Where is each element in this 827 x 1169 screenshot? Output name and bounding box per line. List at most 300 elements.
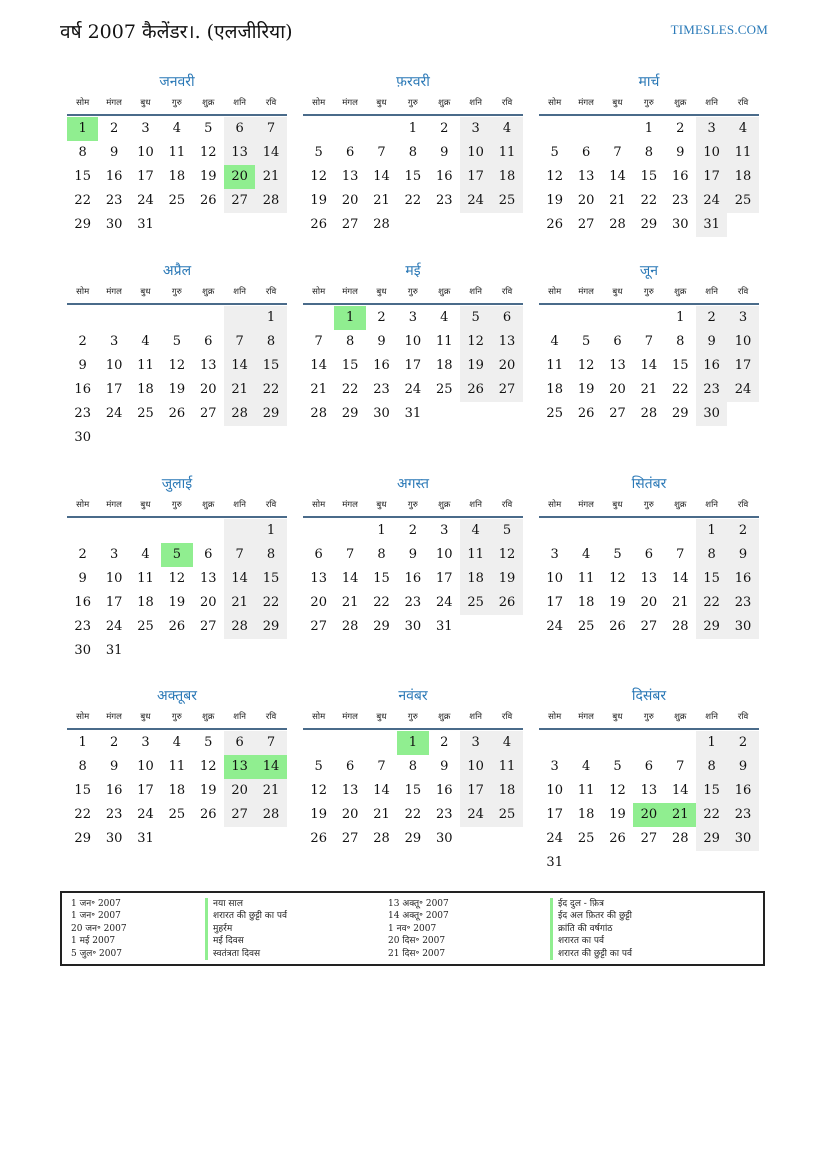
day-cell[interactable]: 31: [137, 217, 154, 232]
day-cell[interactable]: 20: [224, 165, 255, 189]
day-cell[interactable]: 23: [373, 382, 390, 397]
day-cell[interactable]: 25: [168, 193, 186, 208]
day-cell[interactable]: 17: [137, 783, 154, 798]
day-cell[interactable]: 4: [491, 117, 522, 141]
day-cell[interactable]: 10: [460, 141, 491, 165]
day-cell[interactable]: 2: [78, 334, 87, 349]
day-cell[interactable]: 1: [255, 519, 286, 543]
day-cell[interactable]: 7: [644, 334, 653, 349]
day-cell[interactable]: 4: [581, 759, 591, 774]
day-cell[interactable]: 21: [224, 591, 255, 615]
day-cell[interactable]: 5: [581, 334, 591, 349]
day-cell[interactable]: 29: [696, 827, 727, 851]
day-cell[interactable]: 3: [460, 117, 491, 141]
day-cell[interactable]: 22: [640, 193, 658, 208]
day-cell[interactable]: 28: [671, 619, 689, 634]
day-cell[interactable]: 20: [341, 807, 359, 822]
day-cell[interactable]: 9: [676, 145, 685, 160]
day-cell[interactable]: 22: [373, 595, 390, 610]
day-cell[interactable]: 11: [727, 141, 758, 165]
day-cell[interactable]: 12: [546, 169, 563, 184]
day-cell[interactable]: 28: [671, 831, 689, 846]
day-cell[interactable]: 4: [550, 334, 559, 349]
day-cell[interactable]: 8: [255, 543, 286, 567]
day-cell[interactable]: 13: [310, 571, 327, 586]
day-cell[interactable]: 19: [491, 567, 522, 591]
day-cell[interactable]: 16: [696, 354, 727, 378]
day-cell[interactable]: 27: [199, 406, 217, 421]
day-cell[interactable]: 16: [435, 783, 453, 798]
day-cell[interactable]: 26: [199, 807, 217, 822]
day-cell[interactable]: 7: [224, 543, 255, 567]
day-cell[interactable]: 12: [168, 571, 186, 586]
day-cell[interactable]: 22: [341, 382, 359, 397]
day-cell[interactable]: 5: [491, 519, 522, 543]
day-cell[interactable]: 27: [609, 406, 626, 421]
day-cell[interactable]: 7: [676, 547, 685, 562]
day-cell[interactable]: 14: [373, 169, 390, 184]
day-cell[interactable]: 10: [105, 358, 123, 373]
day-cell[interactable]: 17: [137, 169, 154, 184]
day-cell[interactable]: 19: [199, 169, 217, 184]
day-cell[interactable]: 18: [168, 783, 186, 798]
day-cell[interactable]: 28: [373, 831, 390, 846]
day-cell[interactable]: 12: [310, 783, 327, 798]
day-cell[interactable]: 6: [204, 547, 213, 562]
day-cell[interactable]: 26: [168, 619, 186, 634]
day-cell[interactable]: 30: [727, 827, 758, 851]
day-cell[interactable]: 3: [460, 731, 491, 755]
day-cell[interactable]: 31: [137, 831, 154, 846]
day-cell[interactable]: 26: [168, 406, 186, 421]
day-cell[interactable]: 8: [345, 334, 355, 349]
day-cell[interactable]: 13: [577, 169, 595, 184]
day-cell[interactable]: 3: [109, 547, 119, 562]
day-cell[interactable]: 21: [609, 193, 626, 208]
day-cell[interactable]: 7: [224, 330, 255, 354]
day-cell[interactable]: 12: [577, 358, 595, 373]
day-cell[interactable]: 26: [310, 217, 327, 232]
day-cell[interactable]: 15: [696, 567, 727, 591]
day-cell[interactable]: 18: [137, 595, 154, 610]
day-cell[interactable]: 4: [581, 547, 591, 562]
day-cell[interactable]: 22: [74, 807, 91, 822]
day-cell[interactable]: 10: [137, 759, 154, 774]
day-cell[interactable]: 16: [105, 783, 123, 798]
day-cell[interactable]: 19: [609, 807, 626, 822]
day-cell[interactable]: 24: [137, 193, 154, 208]
day-cell[interactable]: 1: [644, 121, 653, 136]
day-cell[interactable]: 1: [334, 306, 365, 330]
day-cell[interactable]: 11: [435, 334, 453, 349]
day-cell[interactable]: 25: [168, 807, 186, 822]
day-cell[interactable]: 1: [377, 523, 386, 538]
day-cell[interactable]: 31: [105, 643, 123, 658]
day-cell[interactable]: 2: [727, 731, 758, 755]
day-cell[interactable]: 13: [199, 358, 217, 373]
day-cell[interactable]: 4: [141, 547, 150, 562]
day-cell[interactable]: 14: [671, 571, 689, 586]
day-cell[interactable]: 27: [640, 619, 658, 634]
day-cell[interactable]: 25: [137, 406, 154, 421]
day-cell[interactable]: 29: [74, 831, 91, 846]
day-cell[interactable]: 6: [345, 145, 355, 160]
day-cell[interactable]: 2: [109, 735, 119, 750]
day-cell[interactable]: 5: [314, 759, 323, 774]
day-cell[interactable]: 16: [671, 169, 689, 184]
day-cell[interactable]: 2: [696, 306, 727, 330]
day-cell[interactable]: 22: [255, 378, 286, 402]
day-cell[interactable]: 20: [224, 779, 255, 803]
day-cell[interactable]: 2: [109, 121, 119, 136]
day-cell[interactable]: 11: [491, 141, 522, 165]
day-cell[interactable]: 14: [373, 783, 390, 798]
day-cell[interactable]: 5: [613, 759, 622, 774]
day-cell[interactable]: 27: [341, 831, 359, 846]
day-cell[interactable]: 9: [696, 330, 727, 354]
day-cell[interactable]: 11: [546, 358, 563, 373]
day-cell[interactable]: 10: [460, 755, 491, 779]
day-cell[interactable]: 18: [491, 165, 522, 189]
day-cell[interactable]: 17: [546, 595, 563, 610]
day-cell[interactable]: 2: [676, 121, 685, 136]
day-cell[interactable]: 21: [373, 193, 390, 208]
day-cell[interactable]: 30: [404, 619, 422, 634]
day-cell[interactable]: 18: [577, 807, 595, 822]
day-cell[interactable]: 31: [404, 406, 422, 421]
day-cell[interactable]: 30: [435, 831, 453, 846]
day-cell[interactable]: 13: [491, 330, 522, 354]
day-cell[interactable]: 14: [609, 169, 626, 184]
day-cell[interactable]: 15: [696, 779, 727, 803]
day-cell[interactable]: 6: [224, 731, 255, 755]
day-cell[interactable]: 24: [105, 406, 123, 421]
day-cell[interactable]: 19: [546, 193, 563, 208]
day-cell[interactable]: 26: [491, 591, 522, 615]
day-cell[interactable]: 24: [460, 189, 491, 213]
day-cell[interactable]: 17: [105, 595, 123, 610]
day-cell[interactable]: 27: [640, 831, 658, 846]
day-cell[interactable]: 26: [460, 378, 491, 402]
day-cell[interactable]: 12: [168, 358, 186, 373]
day-cell[interactable]: 24: [105, 619, 123, 634]
day-cell[interactable]: 20: [491, 354, 522, 378]
day-cell[interactable]: 14: [341, 571, 359, 586]
day-cell[interactable]: 19: [310, 807, 327, 822]
day-cell[interactable]: 30: [671, 217, 689, 232]
day-cell[interactable]: 4: [172, 121, 181, 136]
day-cell[interactable]: 16: [727, 567, 758, 591]
day-cell[interactable]: 5: [204, 735, 213, 750]
day-cell[interactable]: 30: [74, 430, 91, 445]
day-cell[interactable]: 21: [255, 779, 286, 803]
day-cell[interactable]: 12: [609, 571, 626, 586]
day-cell[interactable]: 26: [609, 619, 626, 634]
day-cell[interactable]: 3: [141, 735, 150, 750]
day-cell[interactable]: 6: [613, 334, 622, 349]
day-cell[interactable]: 29: [341, 406, 359, 421]
day-cell[interactable]: 6: [204, 334, 213, 349]
day-cell[interactable]: 6: [491, 306, 522, 330]
day-cell[interactable]: 20: [199, 382, 217, 397]
day-cell[interactable]: 12: [491, 543, 522, 567]
day-cell[interactable]: 14: [671, 783, 689, 798]
day-cell[interactable]: 10: [696, 141, 727, 165]
day-cell[interactable]: 25: [577, 831, 595, 846]
day-cell[interactable]: 1: [408, 121, 417, 136]
day-cell[interactable]: 19: [310, 193, 327, 208]
day-cell[interactable]: 18: [137, 382, 154, 397]
day-cell[interactable]: 23: [435, 193, 453, 208]
day-cell[interactable]: 7: [255, 731, 286, 755]
day-cell[interactable]: 9: [377, 334, 386, 349]
day-cell[interactable]: 21: [310, 382, 327, 397]
day-cell[interactable]: 7: [377, 145, 386, 160]
day-cell[interactable]: 23: [105, 193, 123, 208]
day-cell[interactable]: 14: [224, 354, 255, 378]
day-cell[interactable]: 11: [577, 783, 595, 798]
day-cell[interactable]: 20: [341, 193, 359, 208]
day-cell[interactable]: 24: [435, 595, 453, 610]
day-cell[interactable]: 29: [255, 402, 286, 426]
day-cell[interactable]: 9: [440, 759, 449, 774]
day-cell[interactable]: 27: [224, 189, 255, 213]
day-cell[interactable]: 24: [404, 382, 422, 397]
day-cell[interactable]: 15: [671, 358, 689, 373]
day-cell[interactable]: 17: [460, 165, 491, 189]
day-cell[interactable]: 27: [224, 803, 255, 827]
day-cell[interactable]: 29: [696, 615, 727, 639]
day-cell[interactable]: 16: [105, 169, 123, 184]
day-cell[interactable]: 28: [255, 189, 286, 213]
day-cell[interactable]: 10: [435, 547, 453, 562]
day-cell[interactable]: 28: [224, 615, 255, 639]
day-cell[interactable]: 2: [727, 519, 758, 543]
day-cell[interactable]: 2: [78, 547, 87, 562]
day-cell[interactable]: 8: [377, 547, 386, 562]
day-cell[interactable]: 23: [74, 406, 91, 421]
day-cell[interactable]: 25: [435, 382, 453, 397]
day-cell[interactable]: 26: [577, 406, 595, 421]
day-cell[interactable]: 27: [310, 619, 327, 634]
day-cell[interactable]: 13: [640, 783, 658, 798]
day-cell[interactable]: 28: [310, 406, 327, 421]
day-cell[interactable]: 2: [408, 523, 417, 538]
day-cell[interactable]: 3: [440, 523, 449, 538]
day-cell[interactable]: 3: [550, 759, 559, 774]
day-cell[interactable]: 14: [255, 141, 286, 165]
day-cell[interactable]: 19: [577, 382, 595, 397]
day-cell[interactable]: 5: [314, 145, 323, 160]
day-cell[interactable]: 3: [696, 117, 727, 141]
day-cell[interactable]: 10: [105, 571, 123, 586]
day-cell[interactable]: 17: [404, 358, 422, 373]
day-cell[interactable]: 1: [696, 731, 727, 755]
day-cell[interactable]: 16: [74, 595, 91, 610]
day-cell[interactable]: 6: [581, 145, 591, 160]
day-cell[interactable]: 11: [168, 759, 186, 774]
day-cell[interactable]: 12: [199, 145, 217, 160]
day-cell[interactable]: 6: [224, 117, 255, 141]
day-cell[interactable]: 29: [255, 615, 286, 639]
day-cell[interactable]: 14: [640, 358, 658, 373]
day-cell[interactable]: 2: [440, 121, 449, 136]
day-cell[interactable]: 27: [199, 619, 217, 634]
day-cell[interactable]: 28: [224, 402, 255, 426]
day-cell[interactable]: 10: [546, 783, 563, 798]
day-cell[interactable]: 19: [168, 595, 186, 610]
day-cell[interactable]: 13: [199, 571, 217, 586]
day-cell[interactable]: 13: [341, 169, 359, 184]
day-cell[interactable]: 12: [460, 330, 491, 354]
day-cell[interactable]: 5: [204, 121, 213, 136]
day-cell[interactable]: 14: [255, 755, 286, 779]
day-cell[interactable]: 19: [168, 382, 186, 397]
day-cell[interactable]: 30: [105, 217, 123, 232]
day-cell[interactable]: 3: [550, 547, 559, 562]
day-cell[interactable]: 31: [546, 855, 563, 870]
day-cell[interactable]: 22: [404, 807, 422, 822]
day-cell[interactable]: 13: [609, 358, 626, 373]
day-cell[interactable]: 15: [404, 169, 422, 184]
day-cell[interactable]: 18: [546, 382, 563, 397]
day-cell[interactable]: 4: [491, 731, 522, 755]
day-cell[interactable]: 9: [109, 145, 119, 160]
day-cell[interactable]: 18: [577, 595, 595, 610]
day-cell[interactable]: 18: [727, 165, 758, 189]
day-cell[interactable]: 21: [373, 807, 390, 822]
day-cell[interactable]: 30: [105, 831, 123, 846]
day-cell[interactable]: 7: [345, 547, 355, 562]
day-cell[interactable]: 4: [460, 519, 491, 543]
day-cell[interactable]: 23: [435, 807, 453, 822]
day-cell[interactable]: 5: [161, 543, 192, 567]
day-cell[interactable]: 30: [74, 643, 91, 658]
day-cell[interactable]: 16: [74, 382, 91, 397]
day-cell[interactable]: 20: [310, 595, 327, 610]
day-cell[interactable]: 10: [404, 334, 422, 349]
day-cell[interactable]: 28: [640, 406, 658, 421]
day-cell[interactable]: 23: [404, 595, 422, 610]
day-cell[interactable]: 7: [676, 759, 685, 774]
day-cell[interactable]: 29: [640, 217, 658, 232]
day-cell[interactable]: 25: [491, 803, 522, 827]
day-cell[interactable]: 3: [408, 310, 417, 325]
day-cell[interactable]: 8: [696, 543, 727, 567]
day-cell[interactable]: 12: [199, 759, 217, 774]
day-cell[interactable]: 17: [727, 354, 758, 378]
day-cell[interactable]: 4: [141, 334, 150, 349]
day-cell[interactable]: 11: [137, 571, 154, 586]
day-cell[interactable]: 15: [255, 567, 286, 591]
day-cell[interactable]: 24: [137, 807, 154, 822]
day-cell[interactable]: 3: [727, 306, 758, 330]
day-cell[interactable]: 24: [727, 378, 758, 402]
day-cell[interactable]: 15: [341, 358, 359, 373]
day-cell[interactable]: 18: [460, 567, 491, 591]
day-cell[interactable]: 23: [727, 803, 758, 827]
day-cell[interactable]: 28: [255, 803, 286, 827]
day-cell[interactable]: 21: [255, 165, 286, 189]
day-cell[interactable]: 10: [546, 571, 563, 586]
day-cell[interactable]: 6: [314, 547, 323, 562]
day-cell[interactable]: 15: [373, 571, 390, 586]
day-cell[interactable]: 21: [671, 595, 689, 610]
day-cell[interactable]: 9: [109, 759, 119, 774]
day-cell[interactable]: 12: [310, 169, 327, 184]
day-cell[interactable]: 23: [671, 193, 689, 208]
day-cell[interactable]: 26: [199, 193, 217, 208]
day-cell[interactable]: 24: [696, 189, 727, 213]
day-cell[interactable]: 5: [460, 306, 491, 330]
day-cell[interactable]: 6: [345, 759, 355, 774]
day-cell[interactable]: 1: [696, 519, 727, 543]
day-cell[interactable]: 5: [613, 547, 622, 562]
day-cell[interactable]: 27: [341, 217, 359, 232]
day-cell[interactable]: 7: [377, 759, 386, 774]
day-cell[interactable]: 11: [577, 571, 595, 586]
day-cell[interactable]: 28: [341, 619, 359, 634]
day-cell[interactable]: 16: [373, 358, 390, 373]
day-cell[interactable]: 21: [341, 595, 359, 610]
day-cell[interactable]: 1: [78, 735, 87, 750]
day-cell[interactable]: 16: [727, 779, 758, 803]
day-cell[interactable]: 13: [224, 141, 255, 165]
day-cell[interactable]: 6: [644, 759, 653, 774]
day-cell[interactable]: 13: [341, 783, 359, 798]
day-cell[interactable]: 23: [74, 619, 91, 634]
day-cell[interactable]: 8: [644, 145, 653, 160]
day-cell[interactable]: 2: [377, 310, 386, 325]
day-cell[interactable]: 25: [137, 619, 154, 634]
day-cell[interactable]: 4: [727, 117, 758, 141]
day-cell[interactable]: 28: [609, 217, 626, 232]
day-cell[interactable]: 24: [546, 831, 563, 846]
day-cell[interactable]: 26: [546, 217, 563, 232]
day-cell[interactable]: 4: [440, 310, 449, 325]
day-cell[interactable]: 16: [435, 169, 453, 184]
day-cell[interactable]: 22: [696, 591, 727, 615]
day-cell[interactable]: 25: [577, 619, 595, 634]
day-cell[interactable]: 13: [224, 755, 255, 779]
day-cell[interactable]: 9: [440, 145, 449, 160]
day-cell[interactable]: 11: [460, 543, 491, 567]
day-cell[interactable]: 18: [168, 169, 186, 184]
day-cell[interactable]: 11: [137, 358, 154, 373]
day-cell[interactable]: 28: [373, 217, 390, 232]
day-cell[interactable]: 6: [644, 547, 653, 562]
day-cell[interactable]: 27: [577, 217, 595, 232]
day-cell[interactable]: 20: [199, 595, 217, 610]
day-cell[interactable]: 5: [172, 334, 181, 349]
day-cell[interactable]: 7: [255, 117, 286, 141]
day-cell[interactable]: 17: [546, 807, 563, 822]
day-cell[interactable]: 17: [460, 779, 491, 803]
day-cell[interactable]: 21: [640, 382, 658, 397]
site-link[interactable]: TIMESLES.COM: [670, 22, 768, 37]
day-cell[interactable]: 31: [435, 619, 453, 634]
day-cell[interactable]: 22: [671, 382, 689, 397]
day-cell[interactable]: 24: [546, 619, 563, 634]
day-cell[interactable]: 29: [671, 406, 689, 421]
day-cell[interactable]: 25: [727, 189, 758, 213]
day-cell[interactable]: 1: [676, 310, 685, 325]
day-cell[interactable]: 11: [491, 755, 522, 779]
day-cell[interactable]: 3: [141, 121, 150, 136]
day-cell[interactable]: 5: [550, 145, 559, 160]
day-cell[interactable]: 11: [168, 145, 186, 160]
day-cell[interactable]: 23: [105, 807, 123, 822]
